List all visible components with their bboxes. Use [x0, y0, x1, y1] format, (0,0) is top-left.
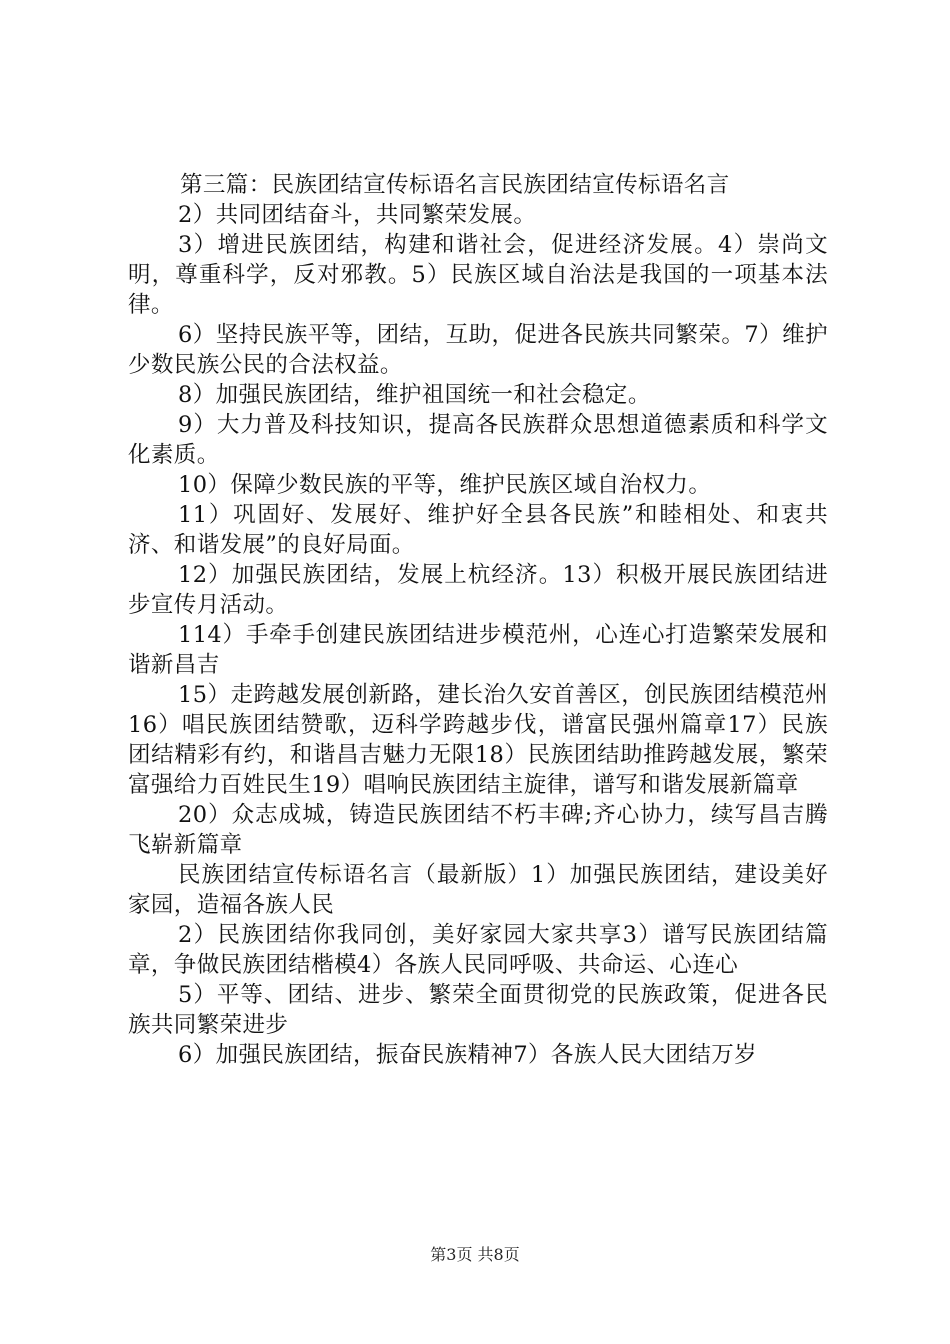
paragraph: 11）巩固好、发展好、维护好全县各民族”和睦相处、和衷共济、和谐发展”的良好局面。 — [128, 502, 828, 558]
paragraph: 9）大力普及科技知识，提高各民族群众思想道德素质和科学文化素质。 — [128, 412, 828, 468]
paragraph: 2）共同团结奋斗，共同繁荣发展。 — [178, 202, 537, 228]
paragraph: 3）增进民族团结，构建和谐社会，促进经济发展。4）崇尚文明，尊重科学，反对邪教。5）民族区域自治法是我国的一项基本法律。 — [128, 232, 828, 318]
page-footer — [0, 1242, 950, 1265]
paragraph: 5）平等、团结、进步、繁荣全面贯彻党的民族政策，促进各民族共同繁荣进步 — [128, 982, 828, 1038]
paragraph: 6）坚持民族平等，团结，互助，促进各民族共同繁荣。7）维护少数民族公民的合法权益。 — [128, 322, 828, 378]
paragraph: 15）走跨越发展创新路，建长治久安首善区，创民族团结模范州16）唱民族团结赞歌，迈科学跨越步伐，谱富民强州篇章17）民族团结精彩有约，和谐昌吉魅力无限18）民族团结助推跨越发展，繁荣富强给力百姓民生19）唱响民族团结主旋律，谱写和谐发展新篇章 — [128, 682, 828, 798]
page-number-label: 第3页 共8页 — [430, 1245, 520, 1264]
paragraph: 8）加强民族团结，维护祖国统一和社会稳定。 — [178, 382, 651, 408]
paragraph: 10）保障少数民族的平等，维护民族区域自治权力。 — [178, 472, 712, 498]
paragraph: 2）民族团结你我同创，美好家园大家共享3）谱写民族团结篇章，争做民族团结楷模4）各族人民同呼吸、共命运、心连心 — [128, 922, 828, 978]
paragraph: 民族团结宣传标语名言（最新版）1）加强民族团结，建设美好家园，造福各族人民 — [128, 862, 828, 918]
paragraph: 114）手牵手创建民族团结进步模范州，心连心打造繁荣发展和谐新昌吉 — [128, 622, 828, 678]
paragraph: 20）众志成城，铸造民族团结不朽丰碑;齐心协力，续写昌吉腾飞崭新篇章 — [128, 802, 828, 858]
paragraph: 12）加强民族团结，发展上杭经济。13）积极开展民族团结进步宣传月活动。 — [128, 562, 828, 618]
document-title: 第三篇：民族团结宣传标语名言民族团结宣传标语名言 — [180, 172, 730, 198]
paragraph: 6）加强民族团结，振奋民族精神7）各族人民大团结万岁 — [178, 1042, 758, 1068]
document-body — [128, 170, 828, 1070]
